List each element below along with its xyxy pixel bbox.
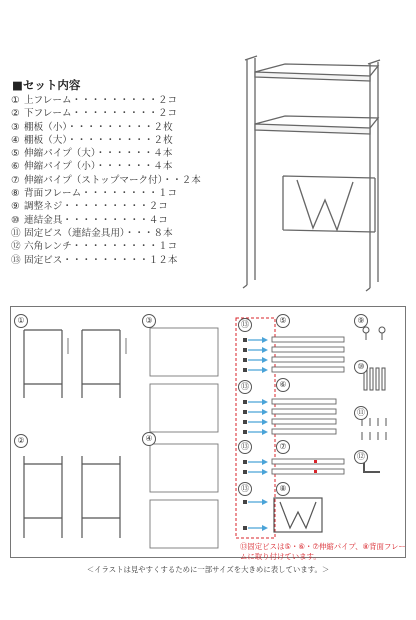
mark-connector: ⑩ [354,360,368,374]
lower-frame-pair [24,456,120,538]
part-quantity: ４本 [153,148,173,160]
upper-frame-pair [24,330,126,398]
part-quantity: １コ [158,241,178,253]
part-number: ⑤ [11,148,20,160]
mark-hex-wrench: ⑫ [354,450,368,464]
mark-small-shelf: ③ [142,314,156,328]
part-number: ① [11,95,20,106]
part-quantity: ４本 [153,161,173,173]
part-dots: ・・・・・・・・・ [71,241,159,253]
part-number: ⑥ [11,161,20,173]
part-number: ⑬ [11,254,21,266]
mark-back-frame: ⑧ [276,482,290,496]
part-name: 調整ネジ [24,201,63,213]
part-quantity: ２コ [157,108,178,120]
mark-upper-frame: ① [14,314,28,328]
part-name: 六角レンチ [24,241,72,253]
mark-screw-2: ⑬ [238,380,252,394]
mark-screw-4: ⑬ [238,482,252,496]
set-contents-section [0,0,416,300]
screw-highlight-box [236,318,275,538]
part-quantity: ２本 [181,174,201,186]
part-dots: ・・・・・・・・ [81,188,158,200]
part-dots: ・・・・・・・・・ [62,201,149,213]
part-name: 下フレーム [24,108,72,120]
parts-list [11,94,201,267]
part-number: ② [11,108,20,120]
part-number: ⑩ [11,214,20,226]
mark-connector-screw: ⑪ [354,406,368,420]
part-name: 連結金具 [24,214,63,226]
part-quantity: ４コ [148,214,168,226]
rack-illustration [225,50,400,295]
parts-list-item [11,214,201,227]
mark-pipe-large: ⑤ [276,314,290,328]
part-dots: ・・ [162,174,182,186]
part-number: ⑫ [11,241,21,253]
part-name: 固定ビス（連結金具用） [24,227,125,239]
part-dots: ・・・・・・ [95,161,154,173]
part-quantity: ８本 [153,227,173,239]
parts-list-item [11,240,201,253]
part-dots: ・・・ [124,227,154,239]
part-dots: ・・・・・・・・・ [67,134,154,146]
part-number: ③ [11,121,20,133]
mark-large-shelf: ④ [142,432,156,446]
mark-pipe-stop: ⑦ [276,440,290,454]
parts-list-item [11,227,201,240]
mark-pipe-small: ⑥ [276,378,290,392]
part-number: ⑨ [11,201,20,213]
mark-screw-1: ⑬ [238,318,252,332]
set-contents-title: ■セット内容 [12,78,81,92]
parts-list-item [11,200,201,213]
part-dots: ・・・・・・・・・ [67,121,154,133]
part-number: ⑧ [11,188,20,200]
part-number: ⑦ [11,174,20,186]
parts-list-item [11,187,201,200]
part-quantity: ２枚 [153,134,173,146]
mark-lower-frame: ② [14,434,28,448]
parts-list-item [11,94,201,107]
parts-list-item [11,160,201,173]
part-name: 上フレーム [24,95,72,106]
parts-list-item [11,121,201,134]
part-dots: ・・・・・・・・・ [62,254,149,266]
parts-list-item [11,134,201,147]
illustration-footnote: ＜イラストは見やすくするために一部サイズを大きめに表しています。＞ [86,565,330,574]
part-dots: ・・・・・・・・・ [62,214,149,226]
parts-list-item [11,107,201,120]
parts-diagram [10,306,406,578]
large-shelf-boards [150,444,218,548]
part-number: ⑪ [11,227,21,239]
mark-screw-3: ⑬ [238,440,252,454]
part-quantity: １コ [157,188,178,200]
part-name: 背面フレーム [24,188,82,200]
part-quantity: １２本 [148,254,178,266]
part-name: 伸縮パイプ（小） [24,161,96,173]
part-dots: ・・・・・・・・・ [71,108,158,120]
part-quantity: ２枚 [153,121,173,133]
part-quantity: ２コ [148,201,168,213]
parts-list-item [11,147,201,160]
part-quantity: ２コ [157,95,178,106]
small-shelf-boards [150,328,218,432]
pipes-and-screws [243,337,344,532]
part-name: 棚板（大） [24,134,68,146]
part-name: 伸縮パイプ（ストップマーク付） [24,174,163,186]
part-dots: ・・・・・・ [95,148,154,160]
parts-list-item [11,174,201,187]
hardware-parts [362,327,386,472]
screw-note: ⑬固定ビスは⑤・⑥・⑦伸縮パイプ、⑧背面フレームに取り付けています。 [240,542,406,561]
part-name: 固定ビス [24,254,63,266]
parts-list-item [11,254,201,267]
part-dots: ・・・・・・・・・ [71,95,158,106]
part-number: ④ [11,134,20,146]
parts-diagram-section [0,306,416,620]
part-name: 伸縮パイプ（大） [24,148,96,160]
part-name: 棚板（小） [24,121,68,133]
mark-adjust-screw: ⑨ [354,314,368,328]
